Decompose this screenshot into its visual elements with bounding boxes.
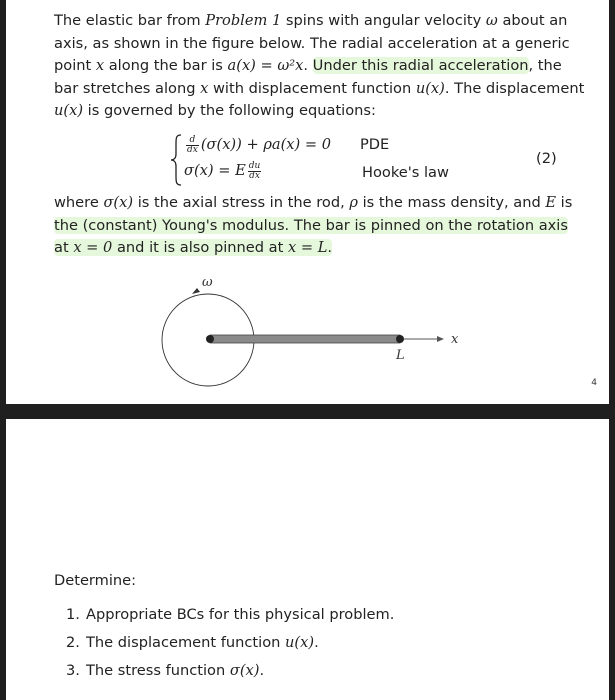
text: is the axial stress in the rod, xyxy=(133,194,350,211)
rotating-bar-figure xyxy=(156,270,476,390)
text: about an xyxy=(497,12,568,29)
omega-label: ω xyxy=(202,275,213,290)
intro-line-3 xyxy=(54,55,574,78)
omega-symbol: ω xyxy=(485,12,498,29)
length-label: L xyxy=(396,348,405,363)
item-text: The displacement function xyxy=(86,634,286,651)
text: . xyxy=(327,239,333,257)
derivative-fraction xyxy=(186,136,199,155)
text: point xyxy=(54,57,96,75)
page-number: 4 xyxy=(591,378,597,388)
fraction-denominator: dx xyxy=(249,171,260,182)
math-x: x xyxy=(95,57,105,75)
derivative-fraction xyxy=(248,162,262,181)
after-line-1 xyxy=(54,192,574,215)
fraction-numerator: du xyxy=(248,161,261,172)
intro-line-5 xyxy=(54,100,574,123)
problem-after-paragraph xyxy=(54,192,574,260)
intro-line-4 xyxy=(54,78,585,101)
math-x: x xyxy=(200,79,209,97)
equation-hooke xyxy=(184,162,263,181)
list-item xyxy=(66,606,394,634)
fraction-denominator: dx xyxy=(187,145,198,156)
fraction-numerator: d xyxy=(186,136,199,146)
equation-pde xyxy=(184,136,331,155)
intro-line-2: axis, as shown in the figure below. The radial acceleration at a generic xyxy=(54,34,570,52)
item-number: 1. xyxy=(66,606,80,623)
highlighted-text: Under this radial acceleration xyxy=(312,57,529,75)
text: spins with angular velocity xyxy=(281,12,486,29)
text: , the xyxy=(528,57,562,75)
page-1 xyxy=(6,0,609,404)
equation-number: (2) xyxy=(536,150,557,167)
pin-origin xyxy=(206,335,214,343)
equation-body: (σ(x)) + ρa(x) = 0 xyxy=(200,136,332,153)
text: along the bar is xyxy=(104,57,228,75)
math-x-l: x = L xyxy=(287,239,328,257)
math-sigma-x: σ(x) xyxy=(103,194,134,211)
intro-line-1 xyxy=(54,10,574,33)
problem-reference: Problem 1 xyxy=(205,12,282,29)
text: at xyxy=(54,239,74,257)
item-number: 3. xyxy=(66,662,80,679)
task-list xyxy=(66,606,394,690)
equation-label-pde: PDE xyxy=(360,136,390,153)
math-rho: ρ xyxy=(349,194,358,211)
elastic-bar xyxy=(210,335,400,343)
highlighted-text: the (constant) Young's modulus. The bar is pinned on the rotation axis xyxy=(54,216,568,234)
text: . The displacement xyxy=(444,79,585,97)
x-axis-arrow-icon xyxy=(437,336,444,342)
after-line-3 xyxy=(54,237,574,260)
pin-end xyxy=(396,335,404,343)
math-u-x: u(x) xyxy=(415,79,445,97)
text: and it is also pinned at xyxy=(112,239,288,257)
rotation-arrow-icon xyxy=(192,288,200,294)
math-e: E xyxy=(545,194,557,211)
problem-intro-paragraph xyxy=(54,10,585,123)
acceleration-formula: a(x) = ω²x xyxy=(227,57,304,75)
text: The elastic bar from xyxy=(54,12,206,29)
text: where xyxy=(54,194,104,211)
after-line-2 xyxy=(54,215,574,238)
text: is the mass density, and xyxy=(357,194,546,211)
equation-label-hooke: Hooke's law xyxy=(362,164,449,181)
math-u-x: u(x) xyxy=(285,634,315,651)
page-2 xyxy=(6,419,609,700)
list-item xyxy=(66,634,394,662)
item-tail: . xyxy=(259,662,265,679)
item-tail: . xyxy=(314,634,319,651)
highlighted-text xyxy=(54,239,332,256)
math-u-x: u(x) xyxy=(54,102,84,120)
text: is governed by the following equations: xyxy=(83,102,376,120)
equation-body: σ(x) = E xyxy=(184,162,246,179)
text: . xyxy=(303,57,313,75)
item-text: The stress function xyxy=(86,662,230,679)
item-number: 2. xyxy=(66,634,80,651)
text: with displacement function xyxy=(208,79,416,97)
item-text: Appropriate BCs for this physical problem. xyxy=(86,606,395,623)
x-axis-label: x xyxy=(451,332,459,347)
math-x-0: x = 0 xyxy=(73,239,113,257)
math-sigma-x: σ(x) xyxy=(229,662,260,679)
text: bar stretches along xyxy=(54,79,201,97)
list-item xyxy=(66,662,394,690)
left-brace-icon xyxy=(170,134,182,186)
determine-heading: Determine: xyxy=(54,572,137,589)
text: is xyxy=(556,194,573,211)
